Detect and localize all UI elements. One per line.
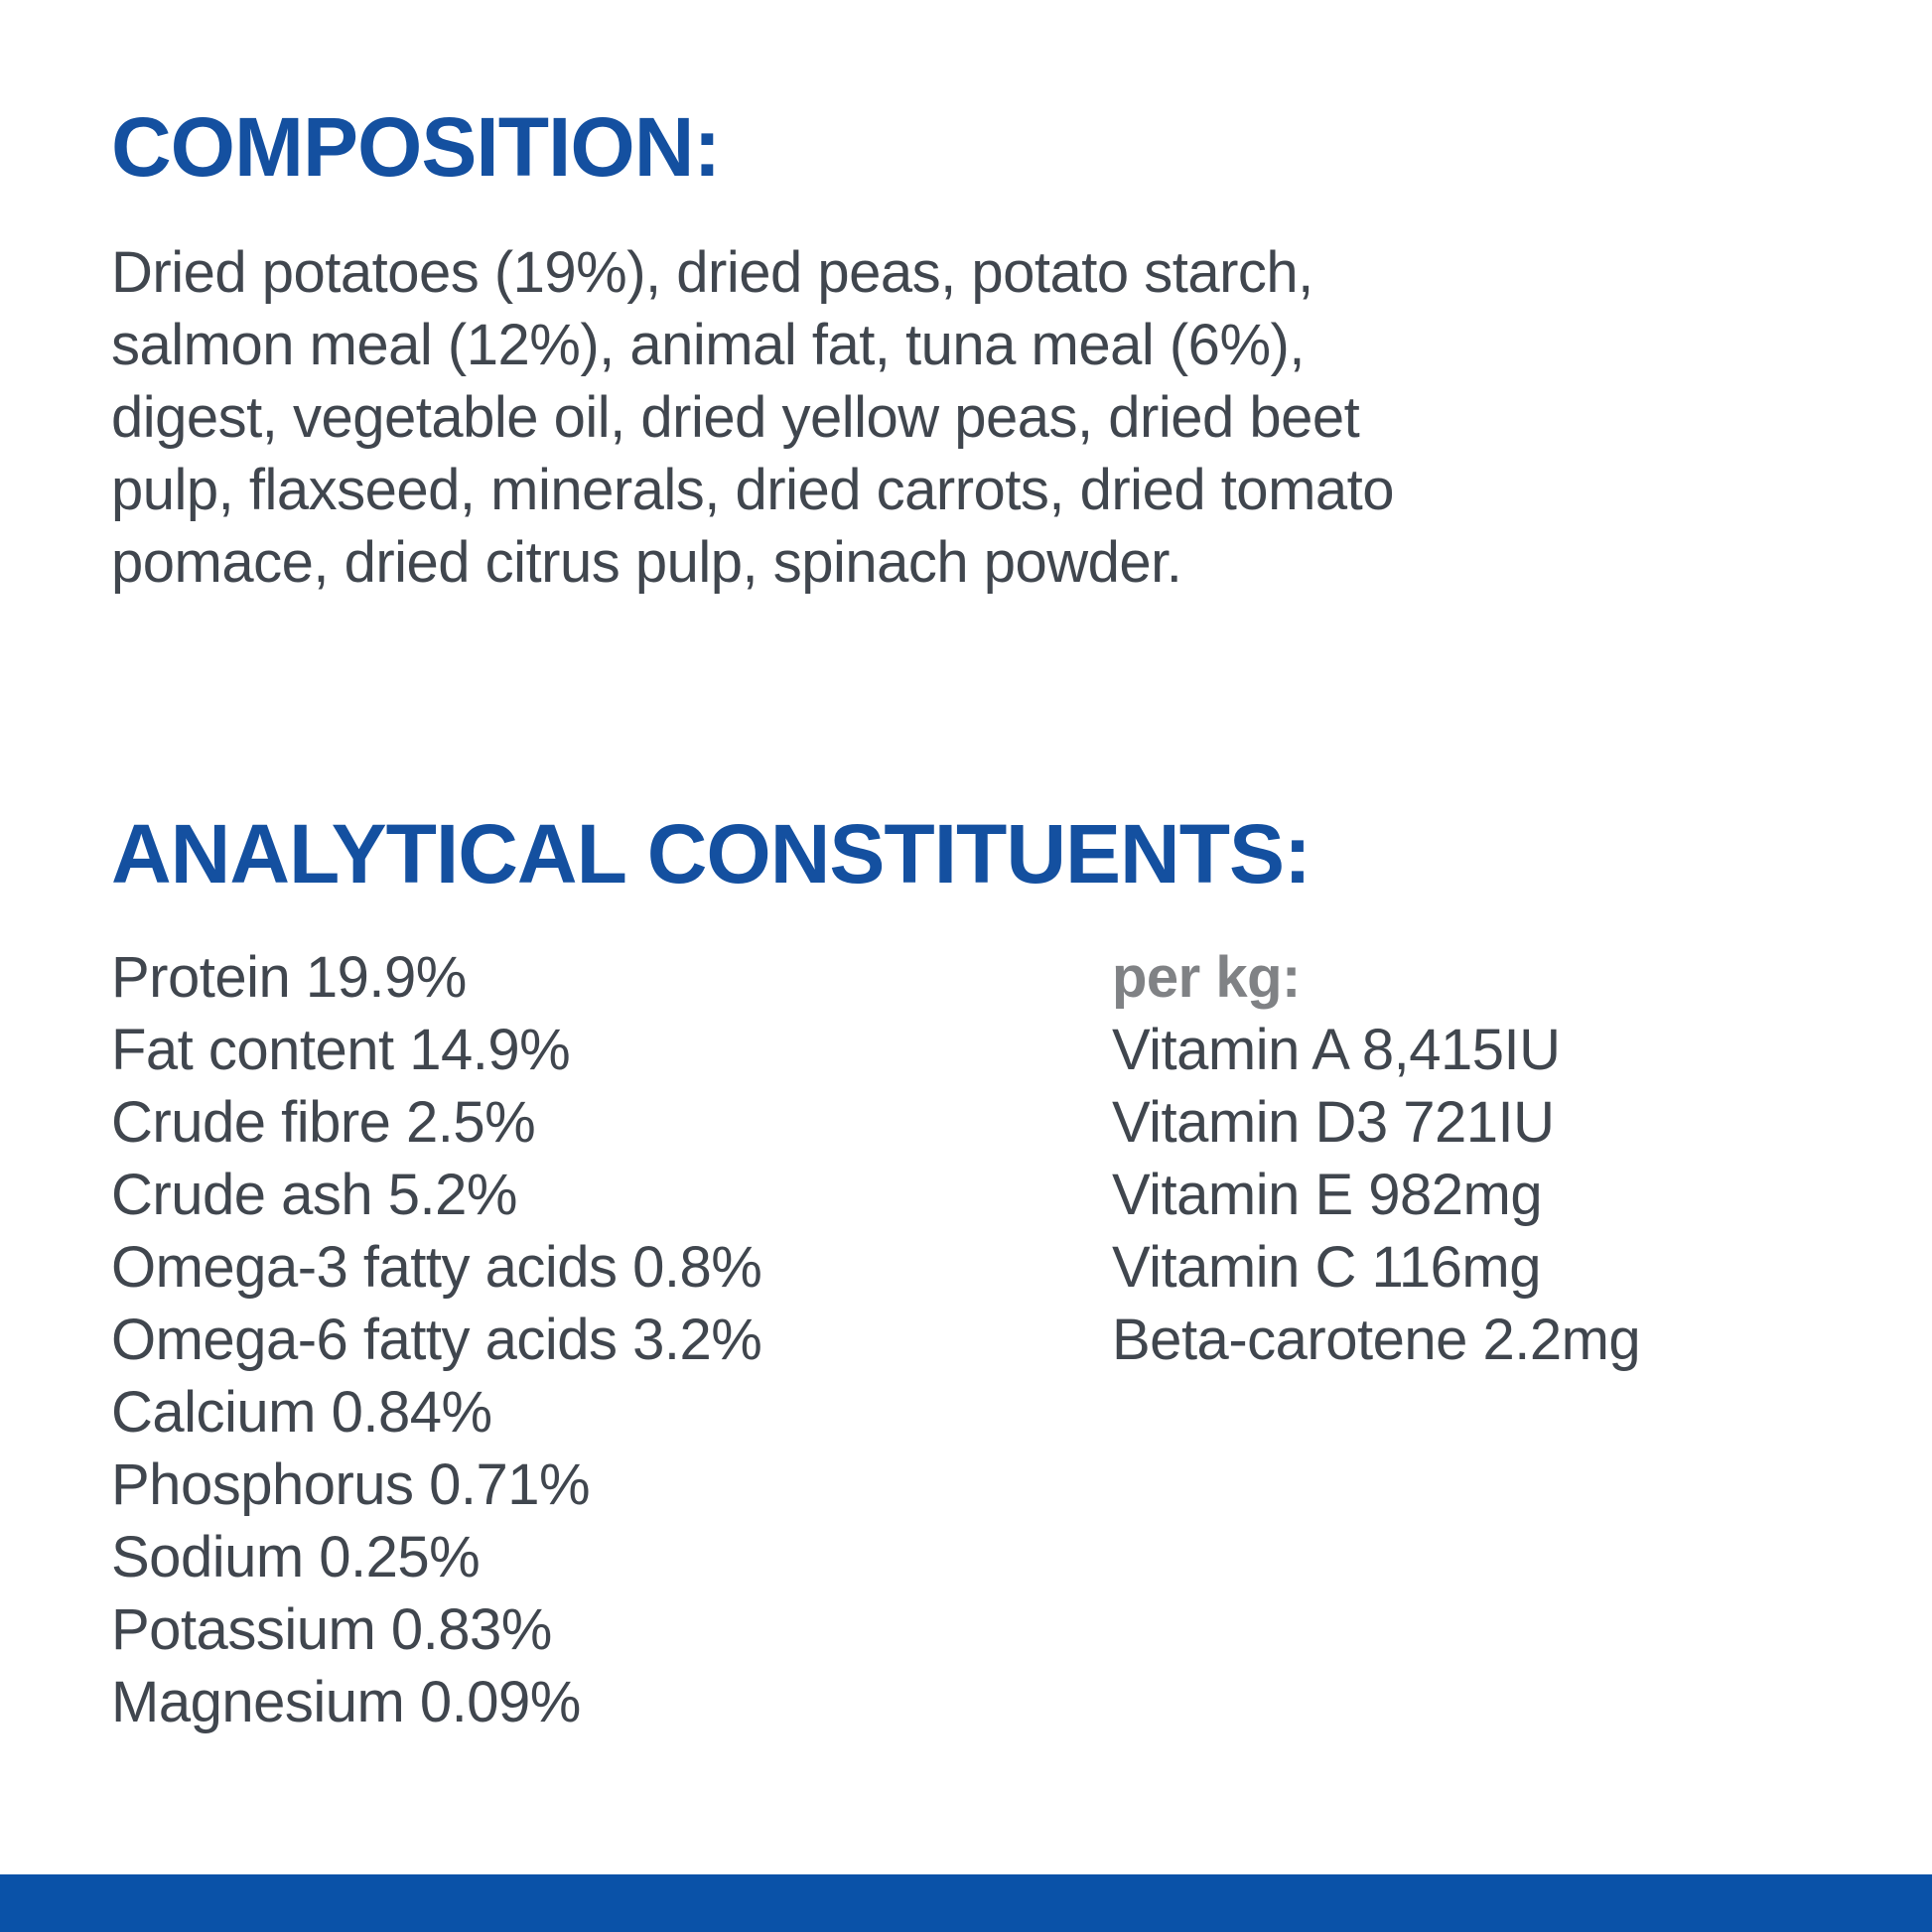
analytical-value: Magnesium 0.09% [111, 1670, 581, 1734]
vitamin-list [1112, 1014, 1872, 1376]
per-kg-label: per kg: [1112, 945, 1301, 1010]
analytical-constituents-columns [111, 941, 1872, 1738]
composition-heading: COMPOSITION: [111, 100, 721, 194]
vitamin-value: Vitamin D3 721IU [1112, 1090, 1555, 1155]
analytical-left-column [111, 941, 1112, 1738]
analytical-value: Phosphorus 0.71% [111, 1452, 591, 1517]
vitamin-value: Vitamin E 982mg [1112, 1163, 1543, 1227]
analytical-constituents-heading: ANALYTICAL CONSTITUENTS: [111, 807, 1311, 900]
analytical-value: Calcium 0.84% [111, 1380, 492, 1445]
analytical-value: Crude fibre 2.5% [111, 1090, 536, 1155]
analytical-value: Protein 19.9% [111, 945, 467, 1010]
analytical-value: Potassium 0.83% [111, 1597, 552, 1662]
analytical-value: Sodium 0.25% [111, 1525, 481, 1589]
analytical-right-column [1112, 941, 1872, 1376]
analytical-value: Omega-3 fatty acids 0.8% [111, 1235, 762, 1300]
analytical-value: Omega-6 fatty acids 3.2% [111, 1308, 762, 1372]
composition-ingredients-text: Dried potatoes (19%), dried peas, potato starch, salmon meal (12%), animal fat, tuna meal (6%), digest, vegetable oil, dried yellow peas, dried beet pulp, flaxseed, minerals, dried carrots, dried tomato pomace, dried citrus pulp, spinach powder. [111, 240, 1395, 595]
analytical-value: Crude ash 5.2% [111, 1163, 517, 1227]
vitamin-value: Beta-carotene 2.2mg [1112, 1308, 1641, 1372]
vitamin-value: Vitamin A 8,415IU [1112, 1018, 1561, 1082]
analytical-value: Fat content 14.9% [111, 1018, 571, 1082]
footer-accent-bar [0, 1874, 1932, 1932]
vitamin-value: Vitamin C 116mg [1112, 1235, 1542, 1300]
